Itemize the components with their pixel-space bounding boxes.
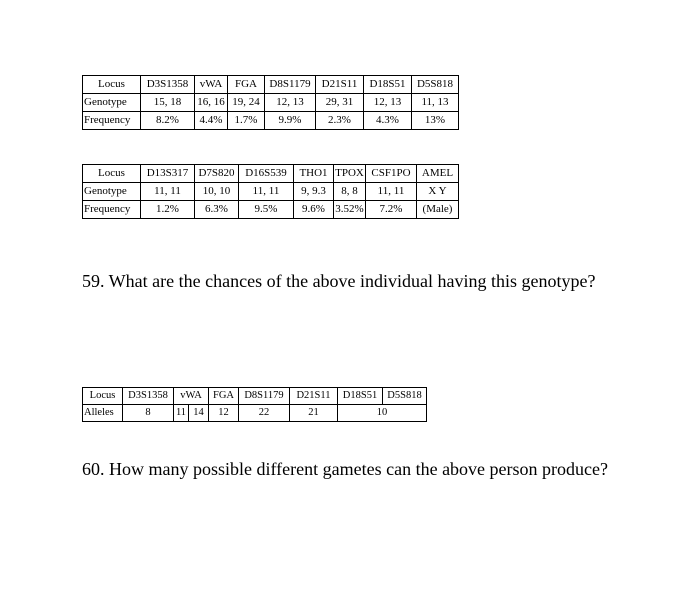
frequency-cell: 1.7%	[228, 112, 265, 130]
genotype-cell: 11, 13	[412, 94, 459, 112]
frequency-cell: 7.2%	[366, 201, 417, 219]
genotype-table-2	[82, 164, 459, 219]
locus-cell: D21S11	[290, 388, 338, 405]
table-row	[83, 112, 459, 130]
genotype-table-1	[82, 75, 459, 130]
locus-cell: D7S820	[195, 165, 239, 183]
genotype-cell: 9, 9.3	[294, 183, 334, 201]
locus-cell: THO1	[294, 165, 334, 183]
frequency-cell: 2.3%	[316, 112, 364, 130]
row-header-genotype: Genotype	[83, 183, 141, 201]
row-header-locus: Locus	[83, 165, 141, 183]
genotype-cell: 29, 31	[316, 94, 364, 112]
locus-cell: D18S51	[364, 76, 412, 94]
locus-cell: FGA	[228, 76, 265, 94]
locus-cell: D16S539	[239, 165, 294, 183]
genotype-cell: 8, 8	[334, 183, 366, 201]
frequency-cell: 4.3%	[364, 112, 412, 130]
question-59: 59. What are the chances of the above individual having this genotype?	[82, 271, 596, 291]
genotype-cell: 15, 18	[141, 94, 195, 112]
frequency-cell: (Male)	[417, 201, 459, 219]
locus-cell: D8S1179	[265, 76, 316, 94]
locus-cell: D8S1179	[239, 388, 290, 405]
allele-cell: 8	[123, 405, 174, 422]
frequency-cell: 9.5%	[239, 201, 294, 219]
table-row	[83, 183, 459, 201]
allele-cell: 21	[290, 405, 338, 422]
locus-cell: D5S818	[412, 76, 459, 94]
frequency-cell: 3.52%	[334, 201, 366, 219]
table-row	[83, 94, 459, 112]
allele-cell: 22	[239, 405, 290, 422]
table-row	[83, 388, 427, 405]
frequency-cell: 1.2%	[141, 201, 195, 219]
locus-cell: FGA	[209, 388, 239, 405]
genotype-cell: X Y	[417, 183, 459, 201]
genotype-cell: 19, 24	[228, 94, 265, 112]
table-row	[83, 405, 427, 422]
question-60: 60. How many possible different gametes can the above person produce?	[82, 459, 608, 479]
genotype-cell: 10, 10	[195, 183, 239, 201]
locus-cell: D3S1358	[123, 388, 174, 405]
genotype-cell: 12, 13	[265, 94, 316, 112]
genotype-cell: 16, 16	[195, 94, 228, 112]
table-row	[83, 201, 459, 219]
frequency-cell: 6.3%	[195, 201, 239, 219]
row-header-genotype: Genotype	[83, 94, 141, 112]
frequency-cell: 9.9%	[265, 112, 316, 130]
locus-cell: D21S11	[316, 76, 364, 94]
row-header-frequency: Frequency	[83, 201, 141, 219]
allele-cell: 10	[338, 405, 427, 422]
genotype-cell: 11, 11	[141, 183, 195, 201]
locus-cell: D18S51	[338, 388, 383, 405]
allele-cell: 14	[189, 405, 209, 422]
locus-cell: CSF1PO	[366, 165, 417, 183]
locus-cell: D5S818	[383, 388, 427, 405]
genotype-cell: 11, 11	[239, 183, 294, 201]
frequency-cell: 8.2%	[141, 112, 195, 130]
locus-cell: vWA	[174, 388, 209, 405]
allele-cell: 12	[209, 405, 239, 422]
row-header-locus: Locus	[83, 388, 123, 405]
locus-cell: AMEL	[417, 165, 459, 183]
locus-cell: TPOX	[334, 165, 366, 183]
frequency-cell: 9.6%	[294, 201, 334, 219]
row-header-frequency: Frequency	[83, 112, 141, 130]
genotype-cell: 11, 11	[366, 183, 417, 201]
row-header-locus: Locus	[83, 76, 141, 94]
table-row	[83, 165, 459, 183]
frequency-cell: 4.4%	[195, 112, 228, 130]
alleles-table	[82, 387, 427, 422]
locus-cell: D3S1358	[141, 76, 195, 94]
table-row	[83, 76, 459, 94]
locus-cell: D13S317	[141, 165, 195, 183]
locus-cell: vWA	[195, 76, 228, 94]
frequency-cell: 13%	[412, 112, 459, 130]
allele-cell: 11	[174, 405, 189, 422]
row-header-alleles: Alleles	[83, 405, 123, 422]
genotype-cell: 12, 13	[364, 94, 412, 112]
